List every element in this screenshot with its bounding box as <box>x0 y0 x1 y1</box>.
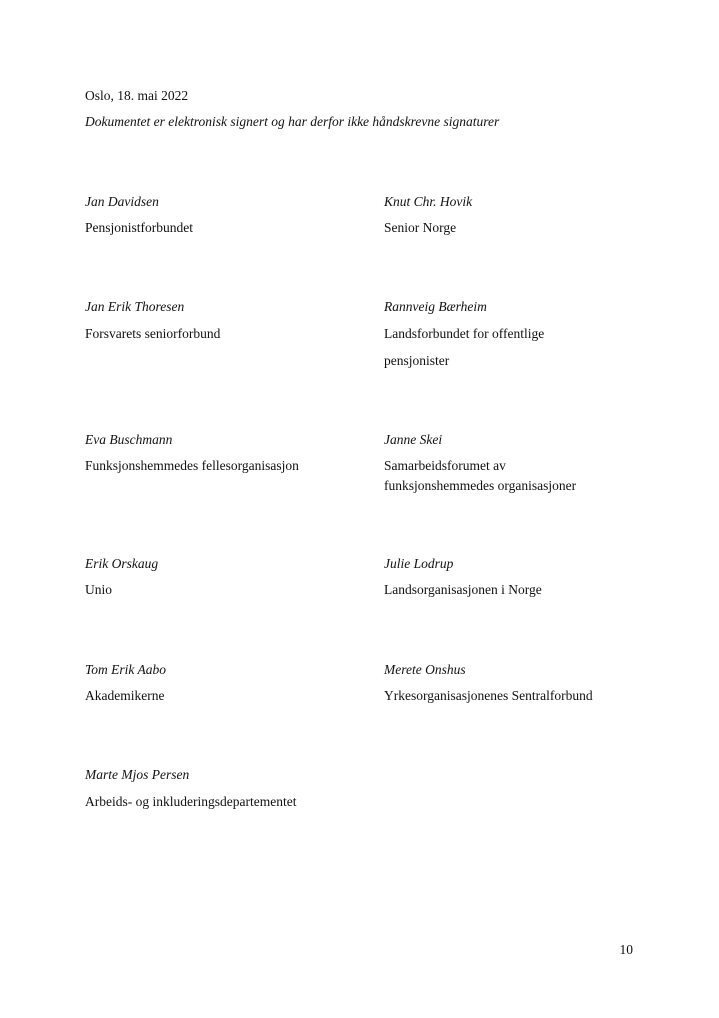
place-date: Oslo, 18. mai 2022 <box>85 88 189 103</box>
signatory-organization-line2: pensjonister <box>384 353 450 368</box>
signatory-name: Tom Erik Aabo <box>85 662 167 677</box>
signatory-organization: Landsorganisasjonen i Norge <box>384 582 542 597</box>
signature-note: Dokumentet er elektronisk signert og har derfor ikke håndskrevne signaturer <box>85 114 500 129</box>
signatory-name: Jan Erik Thoresen <box>85 299 185 314</box>
signatory-name: Knut Chr. Hovik <box>384 194 473 209</box>
signatory-organization: Funksjonshemmedes fellesorganisasjon <box>85 458 299 473</box>
signatory-name: Rannveig Bærheim <box>384 299 487 314</box>
page-number: 10 <box>619 942 633 957</box>
signatory-name: Jan Davidsen <box>85 194 159 209</box>
signatory-organization: Unio <box>85 582 112 597</box>
signatory-name: Erik Orskaug <box>85 556 159 571</box>
signatory-name: Julie Lodrup <box>384 556 454 571</box>
signatory-name: Merete Onshus <box>384 662 466 677</box>
signatory-organization: Yrkesorganisasjonenes Sentralforbund <box>384 688 593 703</box>
signatory-name: Marte Mjos Persen <box>85 767 190 782</box>
signatory-organization: Pensjonistforbundet <box>85 220 193 235</box>
signatory-organization-line2: funksjonshemmedes organisasjoner <box>384 478 577 493</box>
signatory-organization-line1: Landsforbundet for offentlige <box>384 326 545 341</box>
signatory-organization: Arbeids- og inkluderingsdepartementet <box>85 794 297 809</box>
signatory-name: Janne Skei <box>384 432 443 447</box>
signatory-organization: Senior Norge <box>384 220 457 235</box>
signatory-organization: Akademikerne <box>85 688 165 703</box>
signatory-organization-line1: Samarbeidsforumet av <box>384 458 506 473</box>
signatory-organization: Forsvarets seniorforbund <box>85 326 221 341</box>
signatory-name: Eva Buschmann <box>85 432 173 447</box>
